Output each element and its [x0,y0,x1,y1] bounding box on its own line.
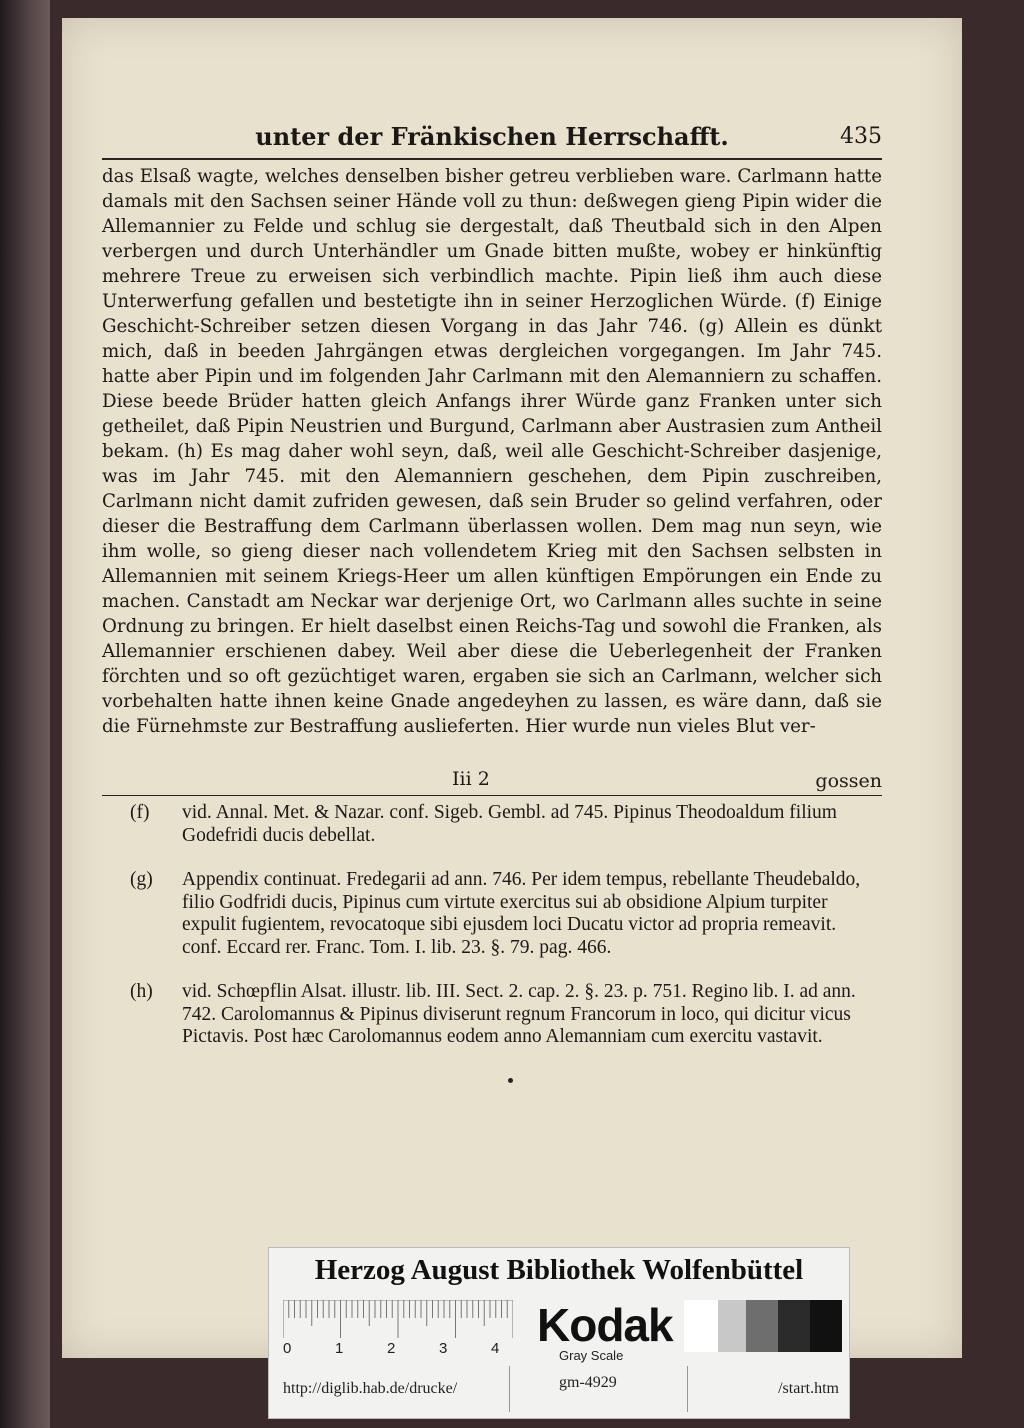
ruler-scale [283,1300,513,1340]
footnote-h [130,981,880,1049]
gray-patch [746,1300,778,1352]
footnote-text: vid. Annal. Met. & Nazar. conf. Sigeb. Gembl. ad 745. Pipinus Theodoaldum filium Godefridi ducis debellat. [182,802,837,846]
scale-number: 4 [491,1340,500,1357]
footnote-mark: (g) [130,869,153,890]
footnote-mark: (f) [130,802,150,823]
ruler-ticks [283,1300,513,1340]
footnote-g [130,869,880,959]
start-link-text: /start.htm [778,1380,839,1397]
ink-dot [508,1078,513,1083]
main-text [102,164,882,739]
footnote-text: Appendix continuat. Fredegarii ad ann. 746. Per idem tempus, rebellante Theudebaldo, filio Godfridi ducis, Pipinus cum virtute exercitus sui ab obsidione Alpium turpiter expulit fugientem, revocatoque sibi ejusdem loci Ducatu victor ad propria remeavit. conf. Eccard rer. Franc. Tom. I. lib. 23. §. 79. pag. 466. [182,869,861,958]
scale-number: 0 [283,1340,292,1357]
scale-number: 2 [387,1340,396,1357]
main-paragraph: das Elsaß wagte, welches denselben bisher getreu verblieben ware. Carlmann hatte damals mit den Sachsen seiner Hände voll zu thun: deßwegen gieng Pipin wider die Allemannier zu Felde und schlug sie dergestalt, daß Theutbald sich in den Alpen verbergen und durch Unterhändler um Gnade bitten mußte, wobey er hinkünftig mehrere Treue zu erweisen sich verbindlich machte. Pipin ließ ihm auch diese Unterwerfung gefallen und bestetigte ihn in seiner Herzoglichen Würde. (f) Einige Geschicht-Schreiber setzen diesen Vorgang in das Jahr 746. (g) Allein es dünkt mich, daß in beeden Jahrgängen etwas dergleichen vorgegangen. Im Jahr 745. hatte aber Pipin und im folgenden Jahr Carlmann mit den Alemanniern zu schaffen. Diese beede Brüder hatten gleich Anfangs ihrer Würde ganz Franken unter sich getheilet, daß Pipin Neustrien und Burgund, Carlmann aber Austrasien zum Antheil bekam. (h) Es mag daher wohl seyn, daß, weil alle Geschicht-Schreiber dasjenige, was im Jahr 745. mit den Alemanniern geschehen, dem Pipin zuschreiben, Carlmann nicht damit zufriden gewesen, daß sein Bruder so gelind verfahren, oder dieser die Bestraffung dem Carlmann überlassen wollen. Dem mag nun seyn, wie ihm wolle, so gieng dieser nach vollendetem Krieg mit den Sachsen selbsten in Allemannien mit seinem Kriegs-Heer um allen künftigen Empörungen ein Ende zu machen. Canstadt am Neckar war derjenige Ort, wo Carlmann alles suchte in seine Ordnung zu bringen. Er hielt daselbst einen Reichs-Tag und sowohl die Franken, als Allemannier erschienen dabey. Weil aber diese die Ueberlegenheit der Franken förchten und so oft gezüchtiget waren, ergaben sie sich an Carlmann, welcher sich vorbehalten hatte ihnen keine Gnade angedeyhen zu lassen, es wäre dann, daß sie die Fürnehmste zur Bestraffung auslieferten. Hier wurde nun vieles Blut ver- [102,166,882,737]
kodak-logo: Kodak [537,1299,673,1351]
footnotes [130,802,880,1071]
footnote-f [130,802,880,847]
color-target-card [268,1247,850,1419]
running-header [102,118,882,160]
scale-number: 3 [439,1340,448,1357]
signature-line [102,768,882,794]
book-gutter [0,0,50,1428]
footnote-rule [102,795,882,796]
scale-number: 1 [335,1340,344,1357]
header-title: unter der Fränkischen Herrschafft. [255,122,729,151]
signature-mark: Iii 2 [452,768,490,790]
gray-patch [810,1300,842,1352]
gray-scale-label: Gray Scale [559,1348,624,1363]
divider [509,1366,510,1412]
gray-patch [684,1300,718,1352]
footnote-mark: (h) [130,981,153,1002]
library-url: http://diglib.hab.de/drucke/ [283,1380,458,1397]
shelf-code: gm-4929 [559,1374,617,1391]
divider [687,1366,688,1412]
page-number: 435 [840,124,882,149]
footnote-text: vid. Schœpflin Alsat. illustr. lib. III. Sect. 2. cap. 2. §. 23. p. 751. Regino lib. I. ad ann. 742. Carolomannus & Pipinus diviserunt regnum Francorum in loco, qui dicitur vicus Pictavis. Post hæc Carolomannus eodem anno Alemanniam cum exercitu vastavit. [182,981,856,1047]
gray-patches [684,1300,842,1352]
gray-patch [718,1300,746,1352]
catchword: gossen [815,770,882,792]
book-page [62,18,962,1358]
library-title: Herzog August Bibliothek Wolfenbüttel [314,1254,804,1286]
gray-patch [778,1300,810,1352]
